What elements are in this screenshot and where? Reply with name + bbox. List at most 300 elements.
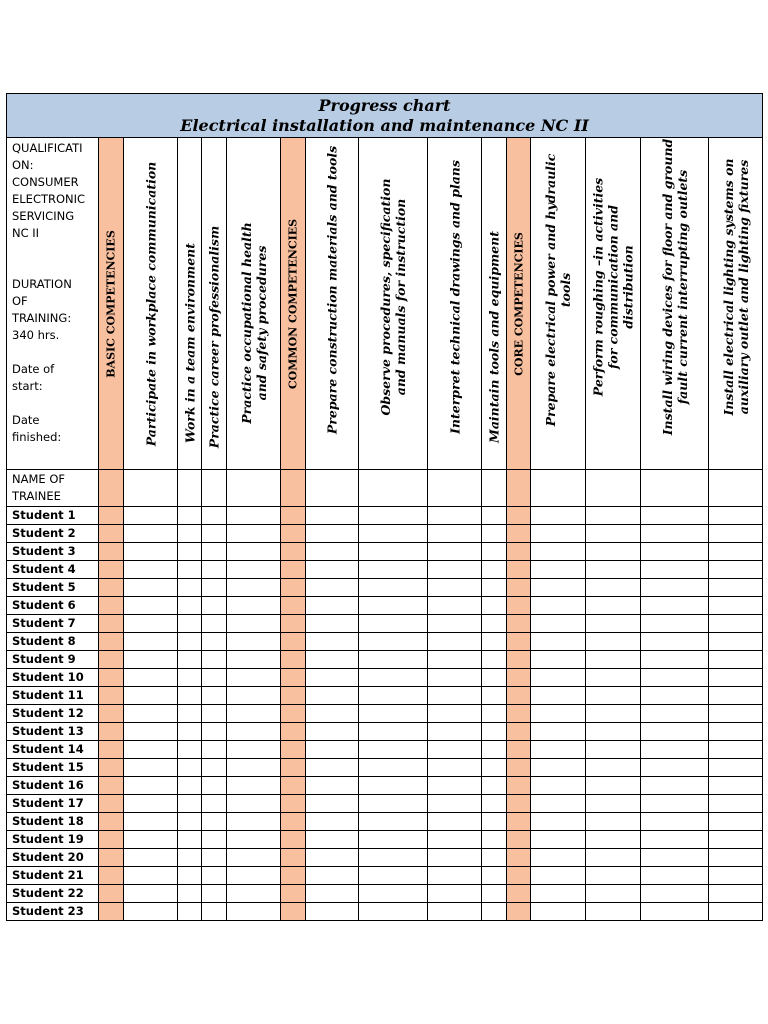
grade-cell[interactable] (178, 903, 202, 921)
grade-cell[interactable] (586, 813, 641, 831)
grade-cell[interactable] (531, 723, 586, 741)
grade-cell[interactable] (531, 831, 586, 849)
grade-cell[interactable] (531, 687, 586, 705)
grade-cell[interactable] (227, 831, 281, 849)
grade-cell[interactable] (586, 759, 641, 777)
grade-cell[interactable] (202, 777, 227, 795)
grade-cell[interactable] (482, 885, 507, 903)
grade-cell[interactable] (586, 543, 641, 561)
grade-cell[interactable] (124, 633, 178, 651)
grade-cell[interactable] (202, 579, 227, 597)
grade-cell[interactable] (124, 885, 178, 903)
grade-cell[interactable] (586, 831, 641, 849)
grade-cell[interactable] (124, 903, 178, 921)
grade-cell[interactable] (428, 777, 482, 795)
grade-cell[interactable] (531, 903, 586, 921)
grade-cell[interactable] (178, 633, 202, 651)
grade-cell[interactable] (531, 741, 586, 759)
grade-cell[interactable] (641, 543, 709, 561)
grade-cell[interactable] (178, 470, 202, 507)
grade-cell[interactable] (359, 813, 428, 831)
grade-cell[interactable] (359, 669, 428, 687)
grade-cell[interactable] (178, 579, 202, 597)
grade-cell[interactable] (586, 525, 641, 543)
grade-cell[interactable] (586, 849, 641, 867)
grade-cell[interactable] (482, 597, 507, 615)
grade-cell[interactable] (227, 903, 281, 921)
grade-cell[interactable] (531, 597, 586, 615)
grade-cell[interactable] (428, 470, 482, 507)
grade-cell[interactable] (586, 579, 641, 597)
grade-cell[interactable] (227, 777, 281, 795)
grade-cell[interactable] (709, 831, 763, 849)
grade-cell[interactable] (641, 759, 709, 777)
grade-cell[interactable] (641, 669, 709, 687)
grade-cell[interactable] (124, 687, 178, 705)
grade-cell[interactable] (359, 903, 428, 921)
grade-cell[interactable] (709, 903, 763, 921)
separator-cell (281, 669, 306, 687)
grade-cell[interactable] (531, 669, 586, 687)
grade-cell[interactable] (531, 507, 586, 525)
grade-cell[interactable] (227, 651, 281, 669)
grade-cell[interactable] (482, 777, 507, 795)
grade-cell[interactable] (531, 885, 586, 903)
grade-cell[interactable] (178, 705, 202, 723)
grade-cell[interactable] (178, 831, 202, 849)
grade-cell[interactable] (124, 615, 178, 633)
grade-cell[interactable] (531, 651, 586, 669)
grade-cell[interactable] (641, 741, 709, 759)
grade-cell[interactable] (641, 525, 709, 543)
grade-cell[interactable] (202, 615, 227, 633)
grade-cell[interactable] (359, 579, 428, 597)
grade-cell[interactable] (586, 633, 641, 651)
grade-cell[interactable] (482, 543, 507, 561)
grade-cell[interactable] (531, 849, 586, 867)
grade-cell[interactable] (124, 561, 178, 579)
grade-cell[interactable] (306, 795, 359, 813)
grade-cell[interactable] (641, 597, 709, 615)
grade-cell[interactable] (202, 507, 227, 525)
grade-cell[interactable] (359, 777, 428, 795)
grade-cell[interactable] (359, 651, 428, 669)
grade-cell[interactable] (227, 723, 281, 741)
grade-cell[interactable] (306, 903, 359, 921)
grade-cell[interactable] (202, 597, 227, 615)
grade-cell[interactable] (359, 867, 428, 885)
grade-cell[interactable] (586, 777, 641, 795)
grade-cell[interactable] (531, 795, 586, 813)
grade-cell[interactable] (641, 885, 709, 903)
grade-cell[interactable] (709, 651, 763, 669)
grade-cell[interactable] (178, 741, 202, 759)
grade-cell[interactable] (641, 795, 709, 813)
grade-cell[interactable] (202, 723, 227, 741)
grade-cell[interactable] (359, 687, 428, 705)
grade-cell[interactable] (482, 831, 507, 849)
grade-cell[interactable] (641, 867, 709, 885)
grade-cell[interactable] (306, 723, 359, 741)
separator-cell (99, 723, 124, 741)
grade-cell[interactable] (306, 597, 359, 615)
table-row (7, 561, 763, 579)
grade-cell[interactable] (428, 669, 482, 687)
grade-cell[interactable] (306, 507, 359, 525)
grade-cell[interactable] (709, 723, 763, 741)
grade-cell[interactable] (531, 813, 586, 831)
grade-cell[interactable] (227, 705, 281, 723)
qualification-name-3: SERVICING (12, 209, 75, 223)
grade-cell[interactable] (306, 651, 359, 669)
grade-cell[interactable] (586, 705, 641, 723)
grade-cell[interactable] (586, 597, 641, 615)
grade-cell[interactable] (586, 561, 641, 579)
grade-cell[interactable] (202, 561, 227, 579)
grade-cell[interactable] (586, 723, 641, 741)
grade-cell[interactable] (359, 759, 428, 777)
grade-cell[interactable] (482, 795, 507, 813)
grade-cell[interactable] (428, 651, 482, 669)
grade-cell[interactable] (482, 507, 507, 525)
grade-cell[interactable] (124, 470, 178, 507)
grade-cell[interactable] (306, 777, 359, 795)
grade-cell[interactable] (709, 543, 763, 561)
separator-cell (281, 507, 306, 525)
grade-cell[interactable] (178, 597, 202, 615)
grade-cell[interactable] (709, 525, 763, 543)
grade-cell[interactable] (482, 759, 507, 777)
grade-cell[interactable] (178, 885, 202, 903)
grade-cell[interactable] (428, 615, 482, 633)
grade-cell[interactable] (227, 741, 281, 759)
grade-cell[interactable] (227, 759, 281, 777)
grade-cell[interactable] (124, 849, 178, 867)
grade-cell[interactable] (359, 507, 428, 525)
grade-cell[interactable] (227, 470, 281, 507)
grade-cell[interactable] (202, 795, 227, 813)
grade-cell[interactable] (227, 669, 281, 687)
grade-cell[interactable] (531, 525, 586, 543)
grade-cell[interactable] (428, 579, 482, 597)
grade-cell[interactable] (359, 597, 428, 615)
grade-cell[interactable] (227, 867, 281, 885)
grade-cell[interactable] (531, 615, 586, 633)
grade-cell[interactable] (586, 615, 641, 633)
grade-cell[interactable] (306, 525, 359, 543)
grade-cell[interactable] (428, 687, 482, 705)
grade-cell[interactable] (709, 597, 763, 615)
grade-cell[interactable] (641, 903, 709, 921)
grade-cell[interactable] (124, 669, 178, 687)
grade-cell[interactable] (124, 867, 178, 885)
grade-cell[interactable] (227, 885, 281, 903)
grade-cell[interactable] (359, 525, 428, 543)
grade-cell[interactable] (202, 525, 227, 543)
grade-cell[interactable] (641, 813, 709, 831)
grade-cell[interactable] (428, 633, 482, 651)
grade-cell[interactable] (178, 561, 202, 579)
grade-cell[interactable] (124, 813, 178, 831)
grade-cell[interactable] (531, 470, 586, 507)
grade-cell[interactable] (709, 687, 763, 705)
grade-cell[interactable] (482, 651, 507, 669)
grade-cell[interactable] (586, 903, 641, 921)
grade-cell[interactable] (428, 759, 482, 777)
grade-cell[interactable] (641, 705, 709, 723)
grade-cell[interactable] (178, 651, 202, 669)
grade-cell[interactable] (306, 669, 359, 687)
grade-cell[interactable] (227, 633, 281, 651)
grade-cell[interactable] (306, 561, 359, 579)
grade-cell[interactable] (709, 777, 763, 795)
grade-cell[interactable] (359, 615, 428, 633)
grade-cell[interactable] (202, 543, 227, 561)
grade-cell[interactable] (124, 831, 178, 849)
grade-cell[interactable] (709, 795, 763, 813)
grade-cell[interactable] (227, 813, 281, 831)
grade-cell[interactable] (124, 525, 178, 543)
grade-cell[interactable] (124, 723, 178, 741)
grade-cell[interactable] (359, 705, 428, 723)
grade-cell[interactable] (641, 633, 709, 651)
grade-cell[interactable] (482, 633, 507, 651)
separator-cell (507, 525, 531, 543)
grade-cell[interactable] (124, 777, 178, 795)
grade-cell[interactable] (709, 849, 763, 867)
grade-cell[interactable] (227, 543, 281, 561)
grade-cell[interactable] (202, 669, 227, 687)
grade-cell[interactable] (428, 543, 482, 561)
grade-cell[interactable] (641, 615, 709, 633)
grade-cell[interactable] (359, 723, 428, 741)
student-rows (7, 507, 763, 921)
grade-cell[interactable] (306, 615, 359, 633)
separator-cell (507, 543, 531, 561)
grade-cell[interactable] (709, 615, 763, 633)
grade-cell[interactable] (359, 831, 428, 849)
grade-cell[interactable] (124, 651, 178, 669)
grade-cell[interactable] (178, 669, 202, 687)
grade-cell[interactable] (202, 705, 227, 723)
grade-cell[interactable] (178, 777, 202, 795)
grade-cell[interactable] (306, 687, 359, 705)
grade-cell[interactable] (709, 507, 763, 525)
grade-cell[interactable] (227, 597, 281, 615)
grade-cell[interactable] (306, 633, 359, 651)
grade-cell[interactable] (428, 525, 482, 543)
grade-cell[interactable] (586, 470, 641, 507)
grade-cell[interactable] (202, 849, 227, 867)
grade-cell[interactable] (124, 579, 178, 597)
grade-cell[interactable] (359, 561, 428, 579)
grade-cell[interactable] (709, 705, 763, 723)
grade-cell[interactable] (124, 543, 178, 561)
grade-cell[interactable] (531, 705, 586, 723)
grade-cell[interactable] (586, 741, 641, 759)
grade-cell[interactable] (586, 885, 641, 903)
grade-cell[interactable] (709, 885, 763, 903)
grade-cell[interactable] (641, 561, 709, 579)
grade-cell[interactable] (359, 741, 428, 759)
grade-cell[interactable] (202, 831, 227, 849)
grade-cell[interactable] (641, 687, 709, 705)
grade-cell[interactable] (227, 615, 281, 633)
grade-cell[interactable] (178, 759, 202, 777)
grade-cell[interactable] (178, 543, 202, 561)
grade-cell[interactable] (641, 507, 709, 525)
grade-cell[interactable] (359, 849, 428, 867)
grade-cell[interactable] (202, 903, 227, 921)
grade-cell[interactable] (709, 561, 763, 579)
grade-cell[interactable] (531, 633, 586, 651)
grade-cell[interactable] (531, 579, 586, 597)
grade-cell[interactable] (709, 741, 763, 759)
grade-cell[interactable] (306, 759, 359, 777)
grade-cell[interactable] (482, 687, 507, 705)
grade-cell[interactable] (124, 741, 178, 759)
grade-cell[interactable] (482, 669, 507, 687)
grade-cell[interactable] (709, 813, 763, 831)
grade-cell[interactable] (306, 831, 359, 849)
grade-cell[interactable] (586, 867, 641, 885)
grade-cell[interactable] (202, 687, 227, 705)
grade-cell[interactable] (641, 651, 709, 669)
qualification-name-4: NC II (12, 226, 40, 240)
grade-cell[interactable] (227, 561, 281, 579)
grade-cell[interactable] (709, 669, 763, 687)
grade-cell[interactable] (306, 741, 359, 759)
grade-cell[interactable] (202, 867, 227, 885)
student-name: Student 11 (7, 687, 99, 705)
grade-cell[interactable] (227, 579, 281, 597)
grade-cell[interactable] (641, 831, 709, 849)
grade-cell[interactable] (178, 507, 202, 525)
grade-cell[interactable] (178, 525, 202, 543)
grade-cell[interactable] (428, 723, 482, 741)
grade-cell[interactable] (531, 759, 586, 777)
grade-cell[interactable] (586, 669, 641, 687)
grade-cell[interactable] (428, 831, 482, 849)
grade-cell[interactable] (359, 885, 428, 903)
grade-cell[interactable] (178, 813, 202, 831)
grade-cell[interactable] (178, 849, 202, 867)
grade-cell[interactable] (531, 777, 586, 795)
grade-cell[interactable] (124, 759, 178, 777)
grade-cell[interactable] (709, 867, 763, 885)
grade-cell[interactable] (202, 633, 227, 651)
grade-cell[interactable] (482, 741, 507, 759)
grade-cell[interactable] (482, 470, 507, 507)
grade-cell[interactable] (428, 903, 482, 921)
grade-cell[interactable] (482, 903, 507, 921)
grade-cell[interactable] (428, 561, 482, 579)
grade-cell[interactable] (482, 615, 507, 633)
grade-cell[interactable] (482, 813, 507, 831)
grade-cell[interactable] (482, 867, 507, 885)
grade-cell[interactable] (178, 723, 202, 741)
grade-cell[interactable] (359, 470, 428, 507)
grade-cell[interactable] (202, 651, 227, 669)
grade-cell[interactable] (428, 597, 482, 615)
grade-cell[interactable] (482, 705, 507, 723)
grade-cell[interactable] (202, 813, 227, 831)
grade-cell[interactable] (482, 849, 507, 867)
grade-cell[interactable] (178, 867, 202, 885)
grade-cell[interactable] (482, 723, 507, 741)
grade-cell[interactable] (428, 507, 482, 525)
grade-cell[interactable] (202, 759, 227, 777)
grade-cell[interactable] (641, 849, 709, 867)
grade-cell[interactable] (428, 885, 482, 903)
grade-cell[interactable] (227, 507, 281, 525)
grade-cell[interactable] (124, 795, 178, 813)
grade-cell[interactable] (482, 561, 507, 579)
grade-cell[interactable] (359, 543, 428, 561)
grade-cell[interactable] (306, 867, 359, 885)
grade-cell[interactable] (306, 543, 359, 561)
grade-cell[interactable] (124, 597, 178, 615)
grade-cell[interactable] (306, 470, 359, 507)
grade-cell[interactable] (124, 507, 178, 525)
grade-cell[interactable] (124, 705, 178, 723)
grade-cell[interactable] (178, 615, 202, 633)
grade-cell[interactable] (709, 470, 763, 507)
grade-cell[interactable] (306, 849, 359, 867)
grade-cell[interactable] (359, 795, 428, 813)
grade-cell[interactable] (202, 885, 227, 903)
grade-cell[interactable] (227, 795, 281, 813)
grade-cell[interactable] (306, 813, 359, 831)
grade-cell[interactable] (306, 885, 359, 903)
grade-cell[interactable] (227, 525, 281, 543)
grade-cell[interactable] (641, 777, 709, 795)
grade-cell[interactable] (227, 687, 281, 705)
grade-cell[interactable] (428, 705, 482, 723)
grade-cell[interactable] (227, 849, 281, 867)
grade-cell[interactable] (641, 470, 709, 507)
grade-cell[interactable] (482, 525, 507, 543)
grade-cell[interactable] (531, 561, 586, 579)
grade-cell[interactable] (428, 741, 482, 759)
grade-cell[interactable] (202, 470, 227, 507)
grade-cell[interactable] (641, 723, 709, 741)
grade-cell[interactable] (428, 813, 482, 831)
grade-cell[interactable] (178, 687, 202, 705)
grade-cell[interactable] (202, 741, 227, 759)
grade-cell[interactable] (428, 867, 482, 885)
grade-cell[interactable] (531, 543, 586, 561)
grade-cell[interactable] (709, 579, 763, 597)
grade-cell[interactable] (306, 579, 359, 597)
grade-cell[interactable] (641, 579, 709, 597)
student-name: Student 22 (7, 885, 99, 903)
grade-cell[interactable] (586, 507, 641, 525)
grade-cell[interactable] (178, 795, 202, 813)
grade-cell[interactable] (586, 651, 641, 669)
grade-cell[interactable] (709, 633, 763, 651)
grade-cell[interactable] (586, 795, 641, 813)
grade-cell[interactable] (428, 849, 482, 867)
separator-cell (507, 849, 531, 867)
grade-cell[interactable] (531, 867, 586, 885)
grade-cell[interactable] (428, 795, 482, 813)
grade-cell[interactable] (586, 687, 641, 705)
grade-cell[interactable] (482, 579, 507, 597)
grade-cell[interactable] (306, 705, 359, 723)
grade-cell[interactable] (359, 633, 428, 651)
grade-cell[interactable] (709, 759, 763, 777)
